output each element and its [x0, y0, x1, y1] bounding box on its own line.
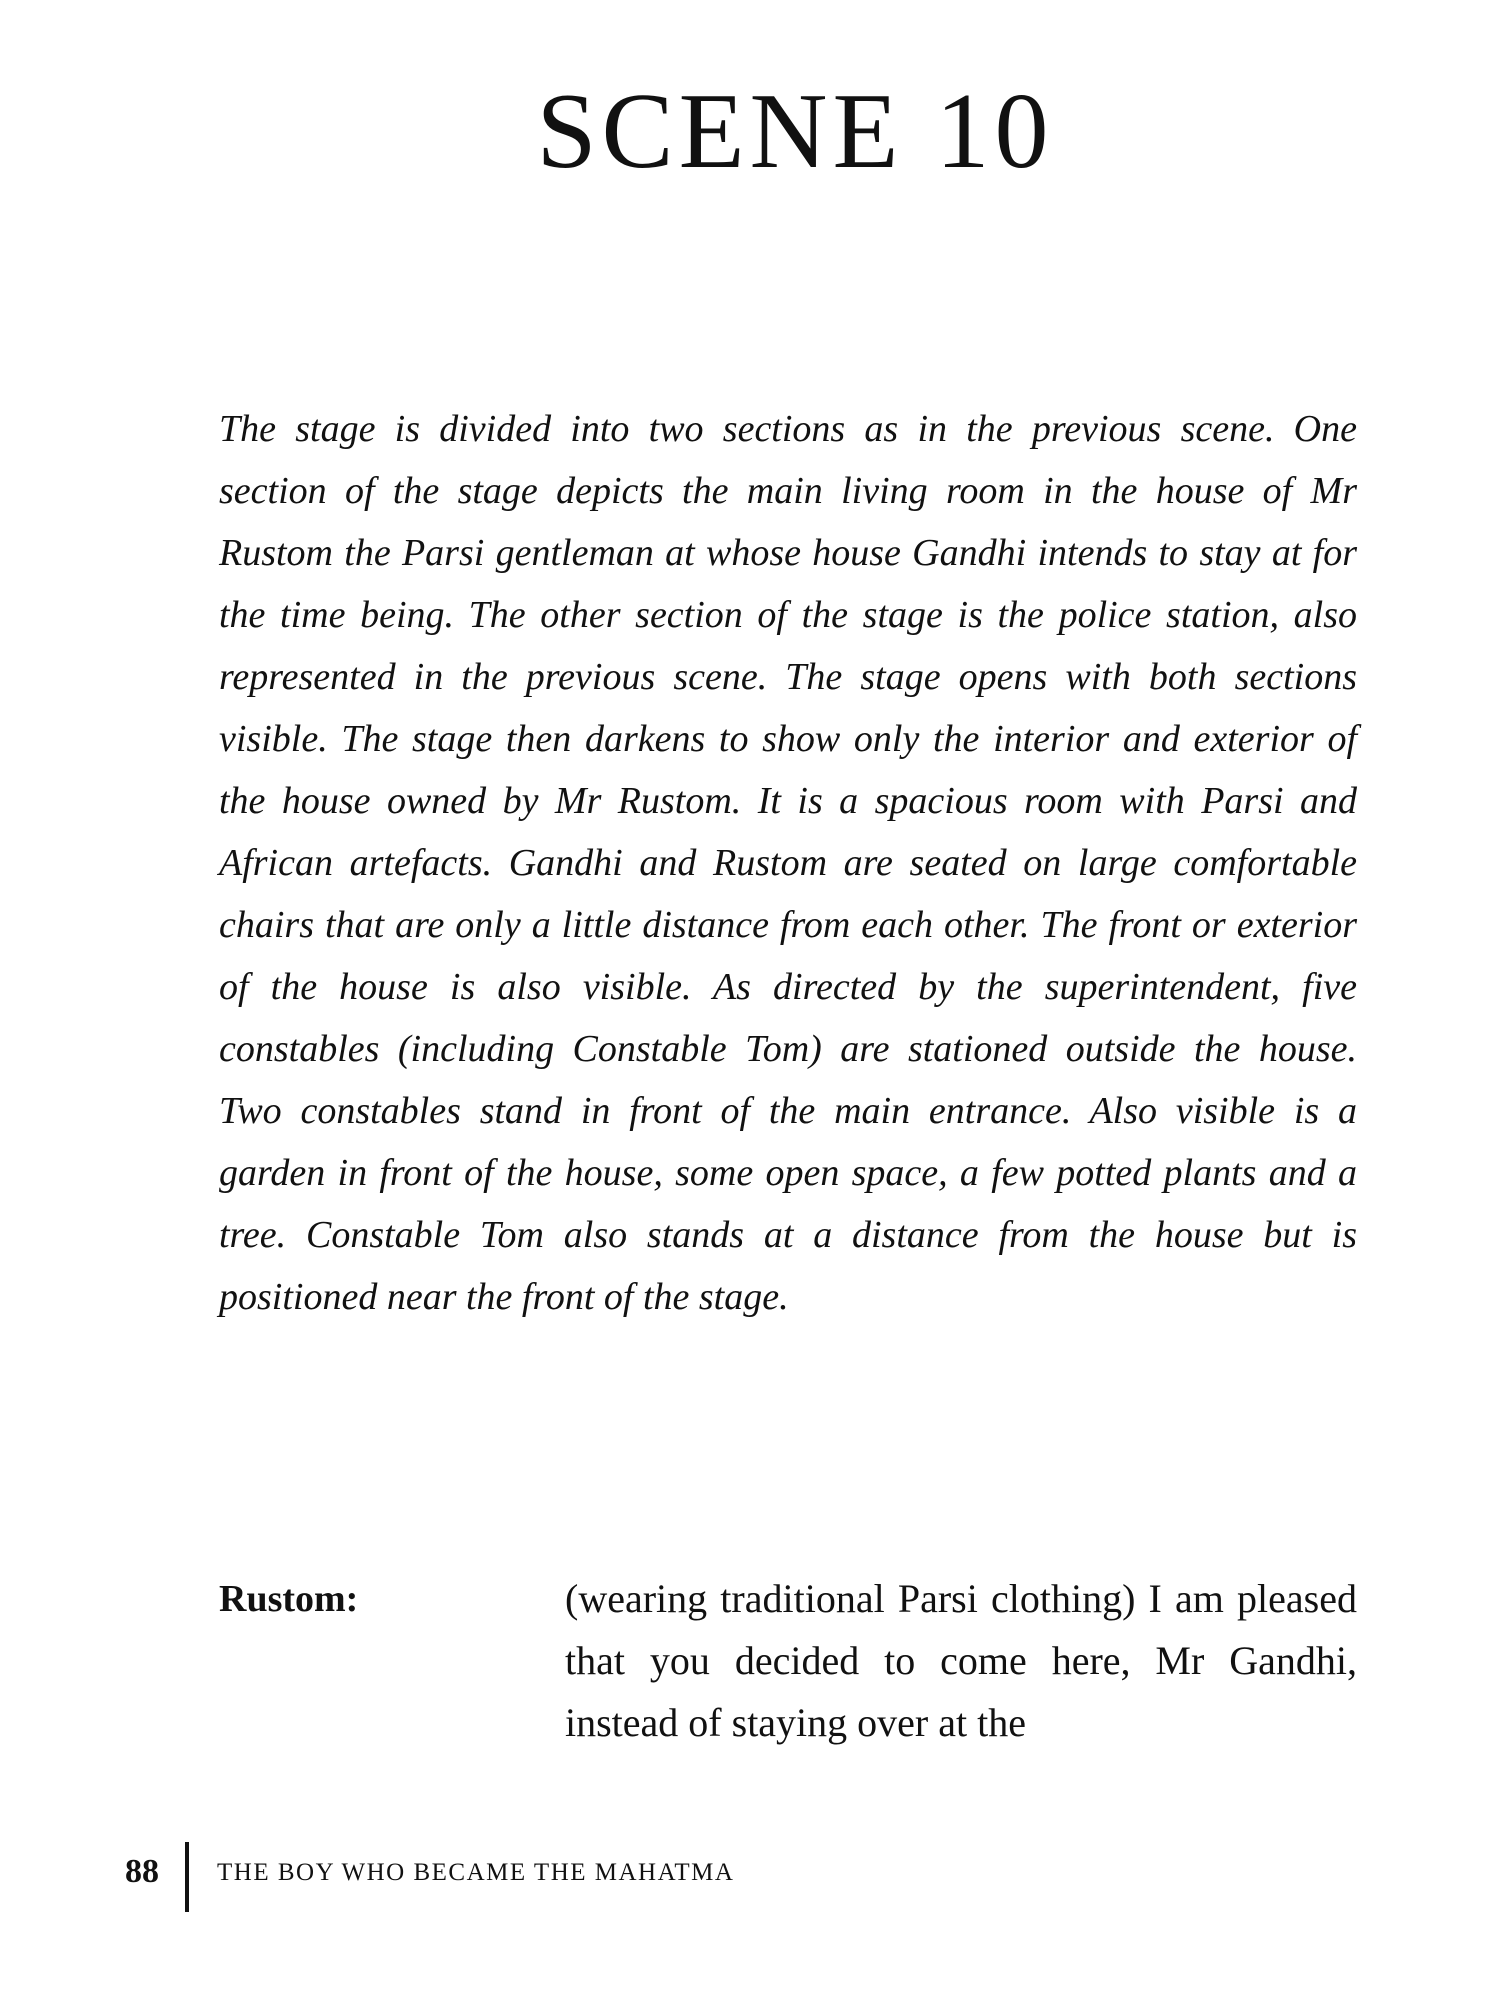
page-number: 88	[125, 1853, 159, 1890]
footer-divider	[185, 1842, 189, 1912]
speaker-name: Rustom:	[219, 1578, 359, 1620]
running-head: THE BOY WHO BECAME THE MAHATMA	[217, 1859, 735, 1886]
stage-directions: The stage is divided into two sections as in the previous scene. One section of the stage depicts the main living room in the house of Mr Rustom the Parsi gentleman at whose house Gandhi intends to stay at for the time being. The other section of the stage is the police station, also represented in the previous scene. The stage opens with both sections visible. The stage then darkens to show only the interior and exterior of the house owned by Mr Rustom. It is a spacious room with Parsi and African artefacts. Gandhi and Rustom are seated on large comfortable chairs that are only a little distance from each other. The front or exterior of the house is also visible. As directed by the superintendent, five constables (including Constable Tom) are stationed outside the house. Two constables stand in front of the main entrance. Also visible is a garden in front of the house, some open space, a few potted plants and a tree. Constable Tom also stands at a distance from the house but is positioned near the front of the stage.	[219, 408, 1357, 1318]
speech-text: (wearing traditional Parsi clothing) I am pleased that you decided to come here, Mr Gandhi, instead of staying over at the	[565, 1576, 1357, 1745]
scene-title: SCENE 10	[536, 72, 1054, 191]
